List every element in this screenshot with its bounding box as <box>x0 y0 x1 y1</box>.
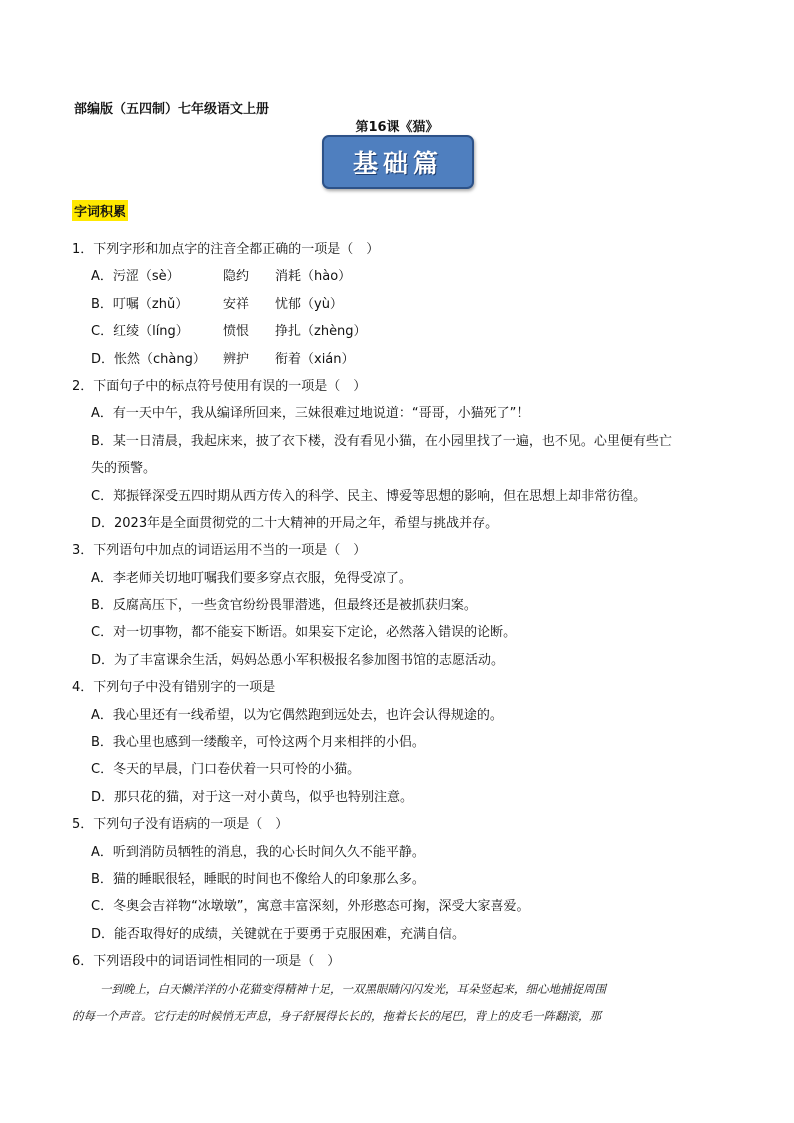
question-2-option-c: C．郑振铎深受五四时期从西方传入的科学、民主、博爱等思想的影响，但在思想上却非常彷徨。 <box>91 488 647 504</box>
question-2-option-a: A．有一天中午，我从编译所回来，三妹很难过地说道：“哥哥，小猫死了”！ <box>91 406 530 422</box>
option-word: A．污涩（sè） <box>91 269 180 285</box>
question-6-stem: 6．下列语段中的词语词性相同的一项是（ ） <box>72 954 341 970</box>
question-5-option-a: A．听到消防员牺牲的消息，我的心长时间久久不能平静。 <box>91 844 425 860</box>
question-2-stem: 2．下面句子中的标点符号使用有误的一项是（ ） <box>72 378 367 394</box>
question-2-option-d: D．2023年是全面贯彻党的二十大精神的开局之年，希望与挑战并存。 <box>91 515 499 531</box>
book-title: 部编版（五四制）七年级语文上册 <box>74 102 270 117</box>
option-word: 忧郁（yù） <box>275 296 343 312</box>
question-3-stem: 3．下列语句中加点的词语运用不当的一项是（ ） <box>72 543 367 559</box>
question-3-option-b: B．反腐高压下，一些贪官纷纷畏罪潜逃，但最终还是被抓获归案。 <box>91 598 477 614</box>
option-word: B．叮嘱（zhǔ） <box>91 296 189 312</box>
option-word: 挣扎（zhèng） <box>275 324 367 340</box>
question-1-option-b <box>72 291 722 318</box>
question-2-option-b-continued: 失的预警。 <box>91 461 157 477</box>
question-5-option-c: C．冬奥会吉祥物“冰墩墩”，寓意丰富深刻，外形憨态可掬，深受大家喜爱。 <box>91 899 530 915</box>
option-word: 衔着（xián） <box>275 351 355 367</box>
question-5-option-d: D．能否取得好的成绩，关键就在于要勇于克服困难，充满自信。 <box>91 926 466 942</box>
question-2-option-b: B．某一日清晨，我起床来，披了衣下楼，没有看见小猫，在小园里找了一遍，也不见。心里便有些亡 <box>91 433 672 449</box>
question-6-passage-line-2: 的每一个声音。它行走的时候悄无声息，身子舒展得长长的，拖着长长的尾巴，背上的皮毛一阵翻滚，那 <box>72 1008 601 1023</box>
lesson-title: 第16课《猫》 <box>355 120 439 135</box>
question-5-option-b: B．猫的睡眠很轻，睡眠的时间也不像给人的印象那么多。 <box>91 871 425 887</box>
section-heading: 字词积累 <box>72 200 128 221</box>
section-banner <box>322 135 474 189</box>
question-list <box>72 236 722 1030</box>
question-6-passage-line-1: 一到晚上，白天懒洋洋的小花猫变得精神十足，一双黑眼睛闪闪发光，耳朵竖起来，细心地捕捉周围 <box>100 981 606 996</box>
option-word: 愤恨 <box>223 324 250 340</box>
option-word: 安祥 <box>223 296 250 312</box>
option-word: 隐约 <box>223 269 250 285</box>
question-3-option-a: A．李老师关切地叮嘱我们要多穿点衣服，免得受凉了。 <box>91 570 412 586</box>
option-word: D．怅然（chàng） <box>91 351 206 367</box>
question-3-option-d: D．为了丰富课余生活，妈妈怂恿小军积极报名参加图书馆的志愿活动。 <box>91 652 505 668</box>
question-5-stem: 5．下列句子没有语病的一项是（ ） <box>72 817 289 833</box>
question-4-option-c: C．冬天的早晨，门口卷伏着一只可怜的小猫。 <box>91 762 361 778</box>
option-word: 消耗（hào） <box>275 269 352 285</box>
banner-label: 基础篇 <box>352 149 443 178</box>
option-word: 辨护 <box>223 351 250 367</box>
question-1-option-d <box>72 346 722 373</box>
question-3-option-c: C．对一切事物，都不能妄下断语。如果妄下定论，必然落入错误的论断。 <box>91 625 517 641</box>
option-word: C．红绫（líng） <box>91 324 189 340</box>
question-4-stem: 4．下列句子中没有错别字的一项是 <box>72 680 276 696</box>
question-4-option-a: A．我心里还有一线希望，以为它偶然跑到远处去，也许会认得规途的。 <box>91 707 503 723</box>
question-1-stem: 1．下列字形和加点字的注音全都正确的一项是（ ） <box>72 242 380 257</box>
question-1-option-a <box>72 263 722 290</box>
question-4-option-d: D．那只花的猫，对于这一对小黄鸟，似乎也特别注意。 <box>91 789 414 805</box>
question-1-option-c <box>72 318 722 345</box>
question-4-option-b: B．我心里也感到一缕酸辛，可怜这两个月来相拌的小侣。 <box>91 735 425 751</box>
